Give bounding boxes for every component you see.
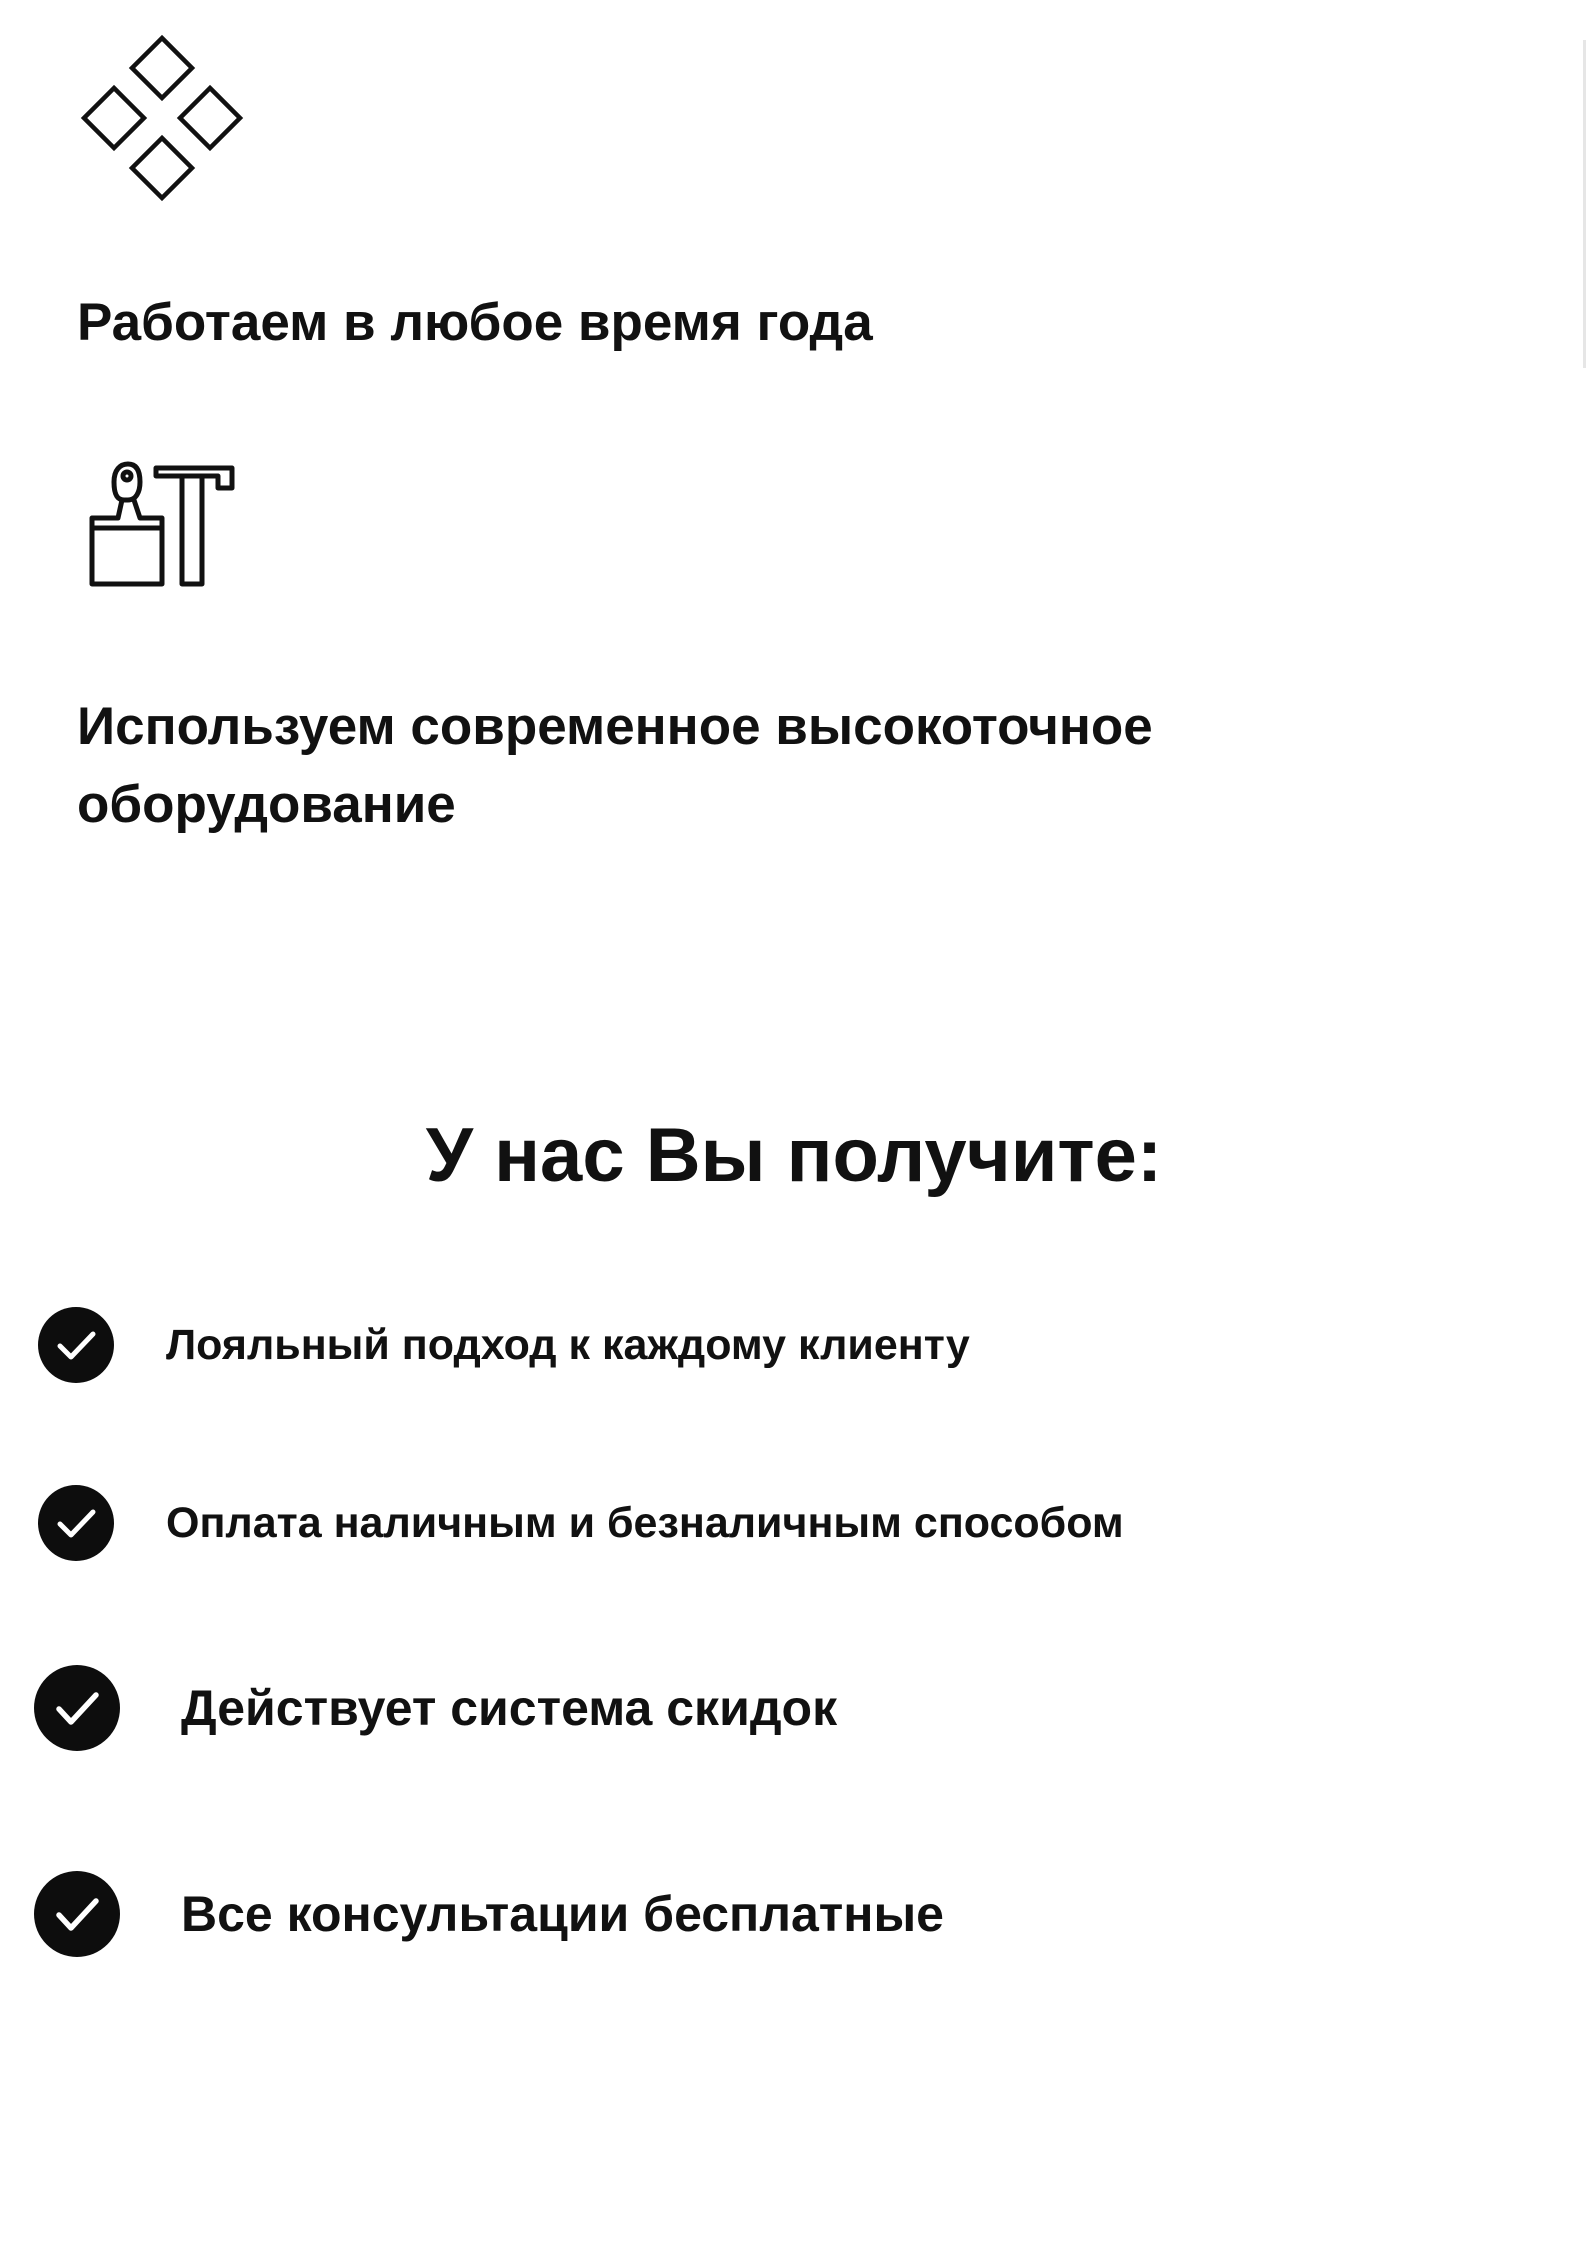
benefit-text: Оплата наличным и безналичным способом	[166, 1499, 1124, 1547]
check-circle-icon	[34, 1871, 120, 1957]
diamond-tiles-icon	[74, 34, 252, 204]
benefit-item-discounts	[0, 1660, 1588, 1756]
feature-text-seasons: Работаем в любое время года	[77, 293, 873, 352]
benefit-item-free-consultations	[0, 1866, 1588, 1962]
benefit-text: Лояльный подход к каждому клиенту	[166, 1321, 970, 1369]
check-circle-icon	[34, 1665, 120, 1751]
feature-text-equipment: Используем современное высокоточное оборудование	[77, 697, 1153, 834]
benefit-item-loyal-approach	[0, 1300, 1588, 1390]
scrollbar-track[interactable]	[1583, 40, 1586, 368]
check-circle-icon	[38, 1485, 114, 1561]
benefit-item-payment-methods	[0, 1478, 1588, 1568]
benefits-section-title: У нас Вы получите:	[425, 1113, 1163, 1198]
benefit-text: Действует система скидок	[181, 1680, 838, 1736]
check-circle-icon	[38, 1307, 114, 1383]
brush-hammer-icon	[86, 458, 238, 588]
benefit-text: Все консультации бесплатные	[181, 1886, 944, 1942]
